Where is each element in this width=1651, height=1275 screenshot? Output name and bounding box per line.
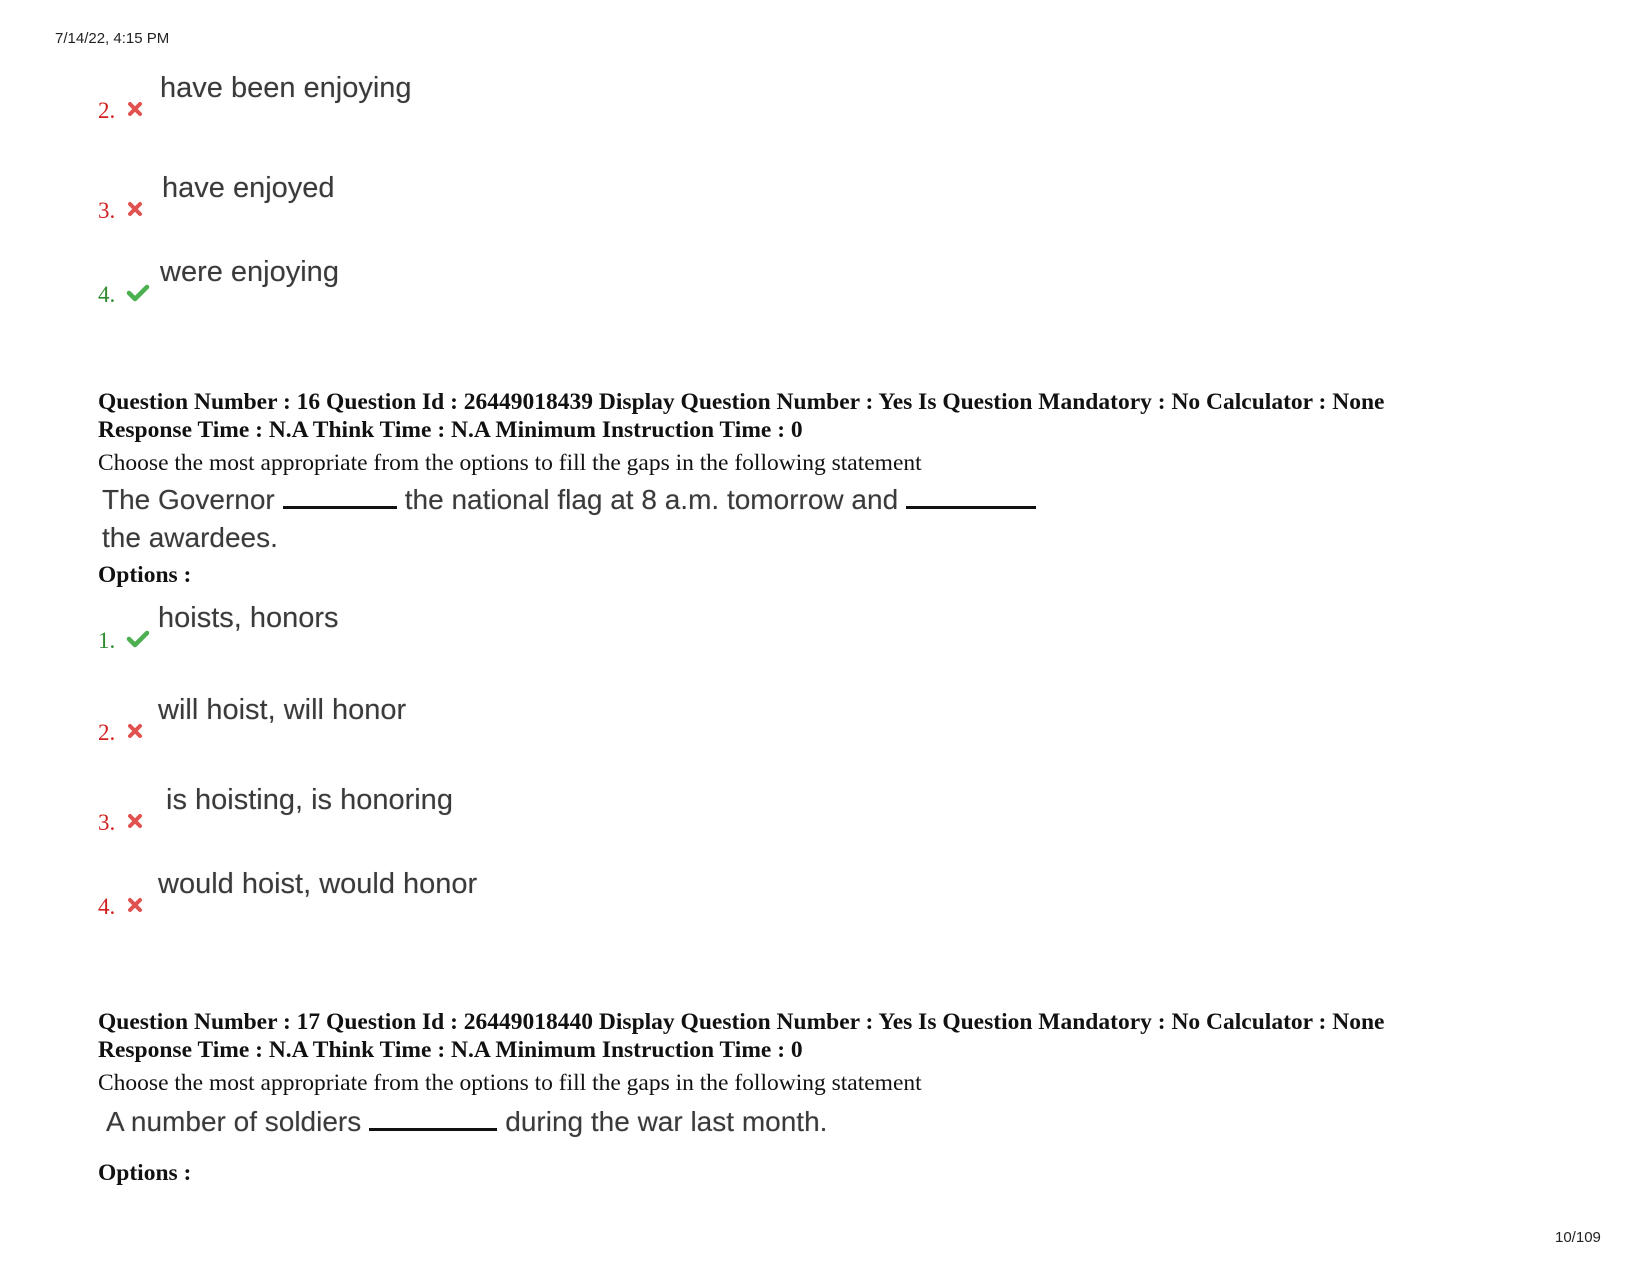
question-statement	[102, 484, 1044, 516]
question-meta	[98, 388, 1384, 444]
option-text: will hoist, will honor	[158, 694, 407, 726]
answer-blank	[283, 484, 397, 509]
answer-blank	[369, 1106, 497, 1131]
checkmark-icon	[126, 630, 150, 648]
statement-part: the national flag at 8 a.m. tomorrow and	[404, 484, 899, 515]
statement-part: the awardees.	[102, 522, 278, 553]
checkmark-icon	[126, 284, 150, 302]
question-instruction: Choose the most appropriate from the options to fill the gaps in the following statement	[98, 450, 922, 476]
option-number: 4.	[98, 894, 116, 919]
option-text: were enjoying	[160, 256, 339, 288]
question-statement	[106, 1106, 827, 1138]
cross-icon	[126, 812, 144, 830]
statement-part: during the war last month.	[505, 1106, 828, 1137]
option-text: is hoisting, is honoring	[166, 784, 453, 816]
page-number: 10/109	[1555, 1229, 1601, 1246]
option-number: 1.	[98, 628, 116, 653]
print-timestamp: 7/14/22, 4:15 PM	[55, 30, 170, 47]
cross-icon	[126, 722, 144, 740]
options-label: Options :	[98, 1160, 192, 1186]
question-meta-line1: Question Number : 17 Question Id : 26449018440 Display Question Number : Yes Is Question Mandatory : No Calculator : None	[98, 1009, 1385, 1035]
option-number: 4.	[98, 282, 116, 307]
cross-icon	[126, 100, 144, 118]
option-text: hoists, honors	[158, 602, 339, 634]
option-text: have enjoyed	[162, 172, 335, 204]
cross-icon	[126, 200, 144, 218]
options-label: Options :	[98, 562, 192, 588]
question-meta	[98, 1008, 1384, 1064]
question-instruction: Choose the most appropriate from the options to fill the gaps in the following statement	[98, 1070, 922, 1096]
cross-icon	[126, 896, 144, 914]
option-number: 3.	[98, 810, 116, 835]
option-number: 3.	[98, 198, 116, 223]
question-meta-line1: Question Number : 16 Question Id : 26449018439 Display Question Number : Yes Is Question Mandatory : No Calculator : None	[98, 389, 1385, 415]
option-number: 2.	[98, 720, 116, 745]
question-meta-line2: Response Time : N.A Think Time : N.A Minimum Instruction Time : 0	[98, 1037, 803, 1063]
option-number: 2.	[98, 98, 116, 123]
question-meta-line2: Response Time : N.A Think Time : N.A Minimum Instruction Time : 0	[98, 417, 803, 443]
option-text: would hoist, would honor	[158, 868, 478, 900]
answer-blank	[906, 484, 1036, 509]
statement-part: A number of soldiers	[106, 1106, 362, 1137]
statement-part: The Governor	[102, 484, 275, 515]
option-text: have been enjoying	[160, 72, 412, 104]
